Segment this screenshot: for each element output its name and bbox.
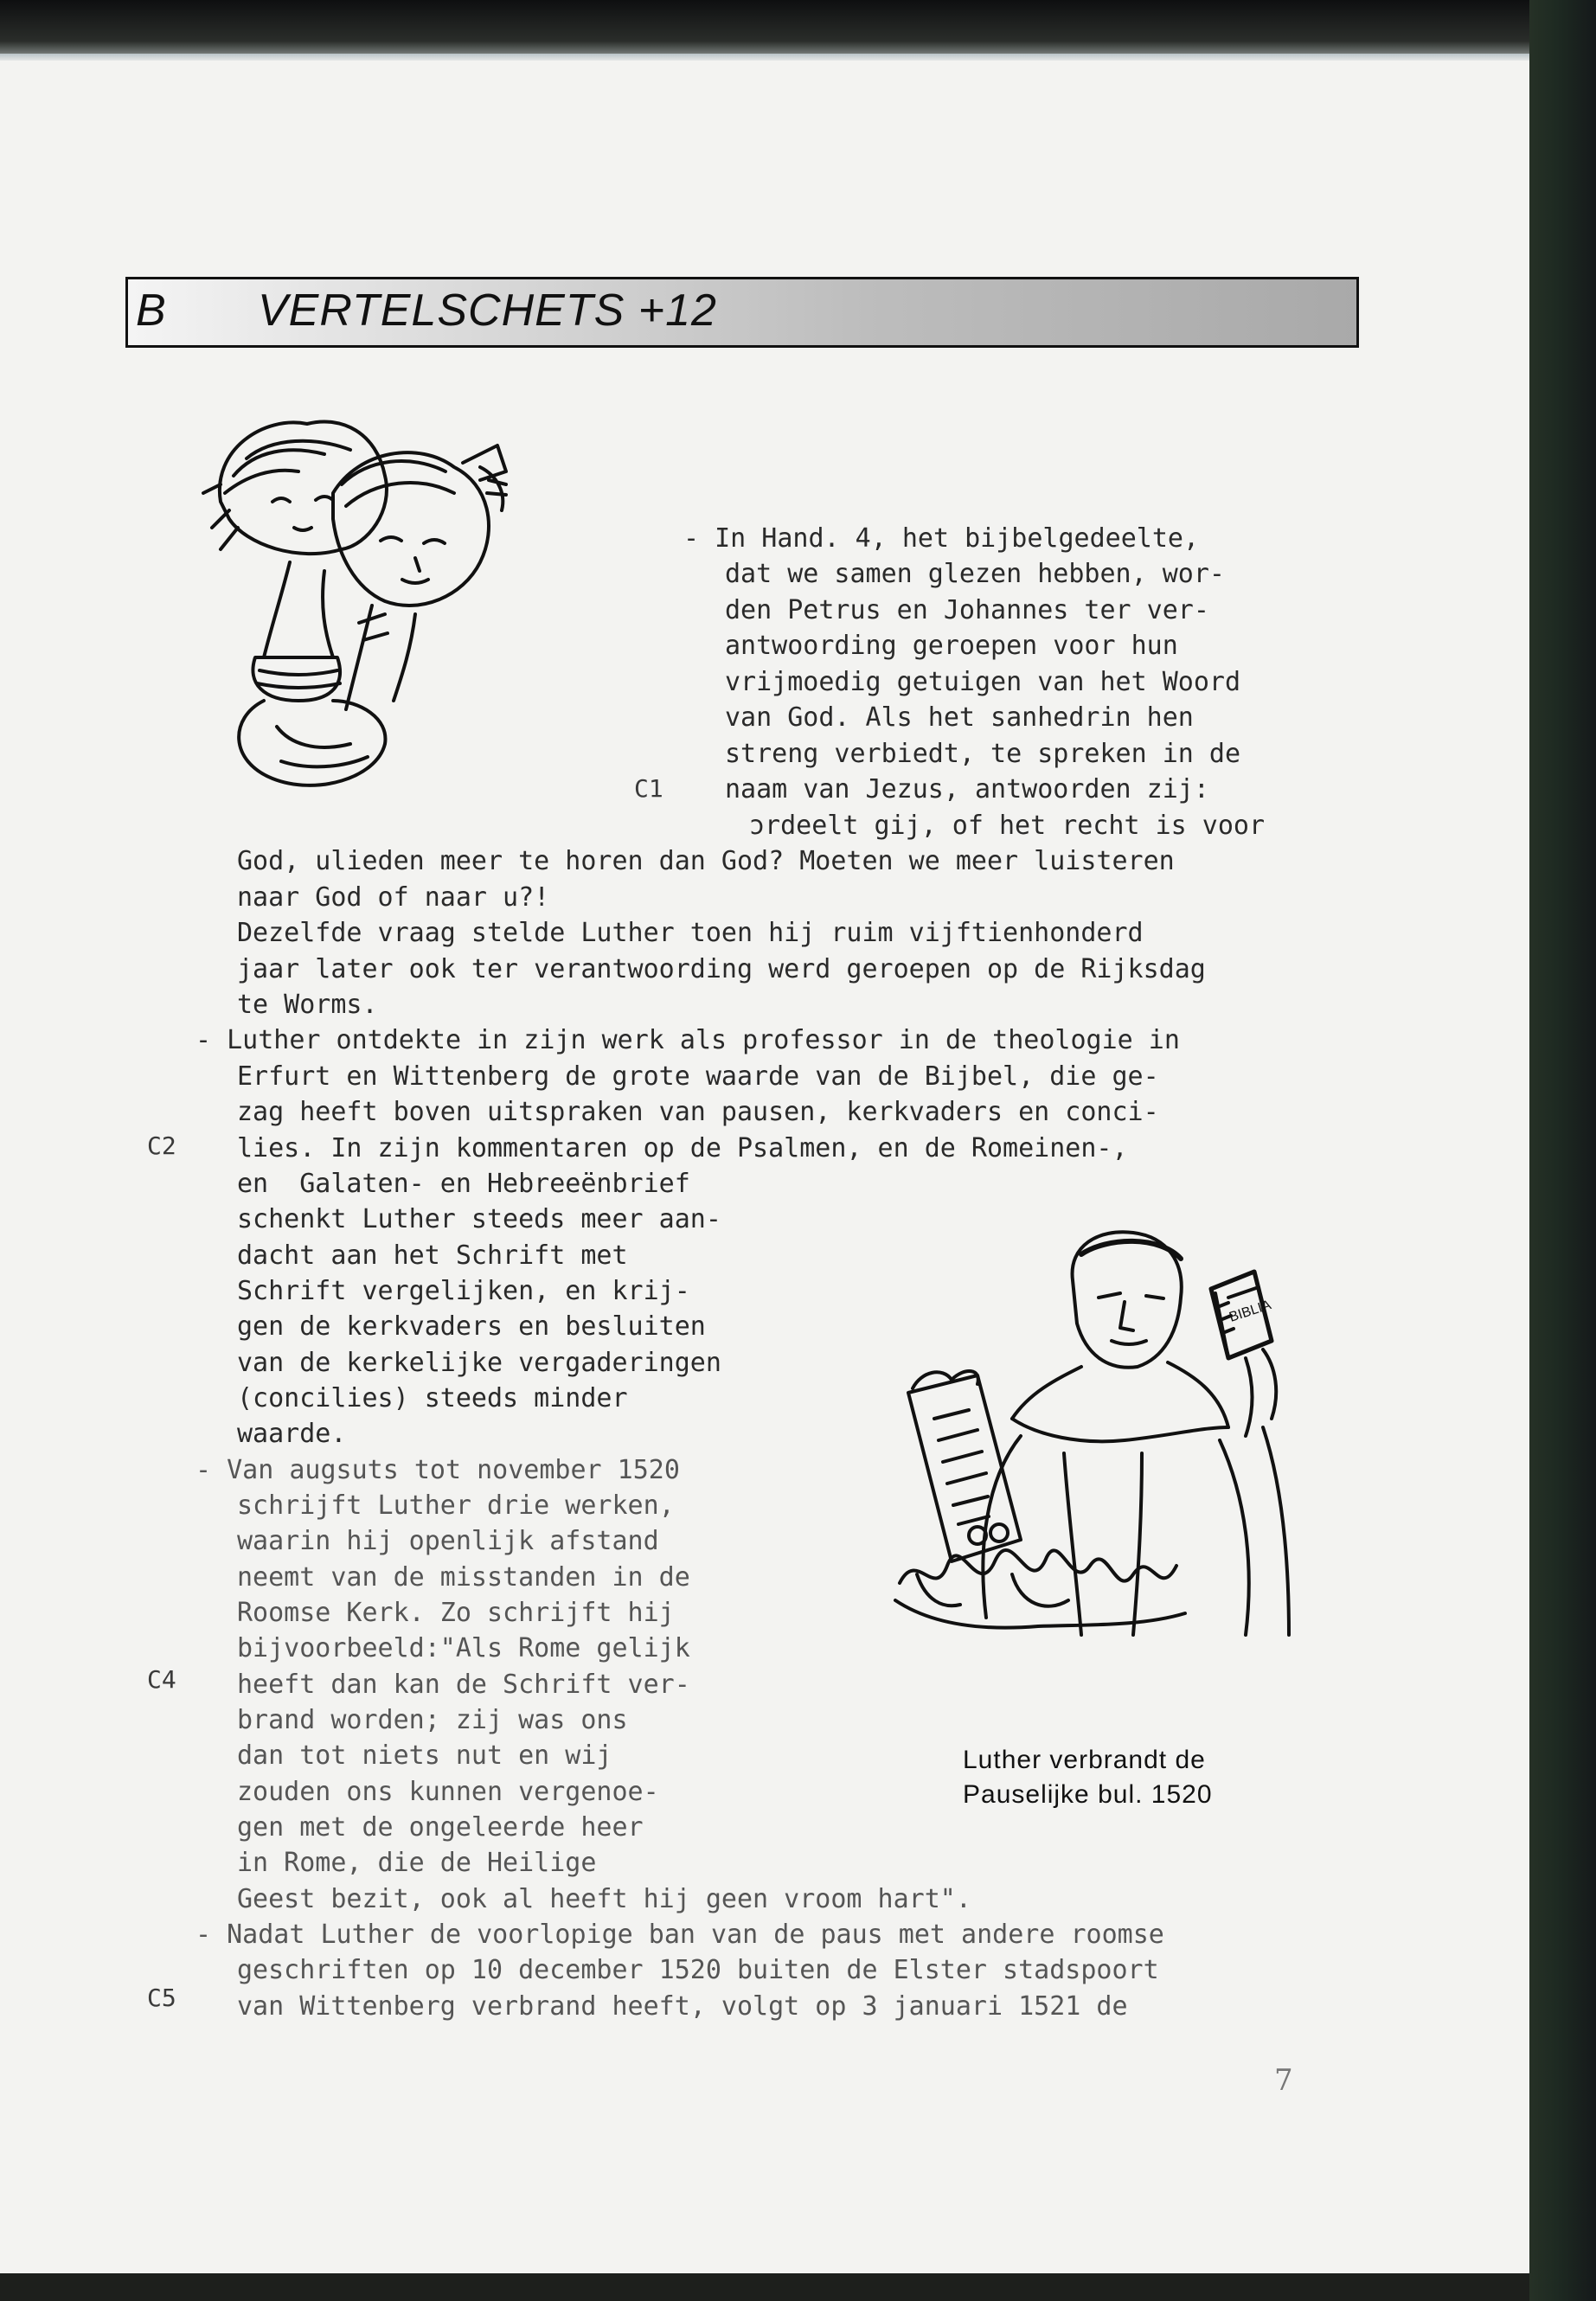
illustration-caption-line2: Pauselijke bul. 1520	[963, 1780, 1213, 1809]
text-line: den Petrus en Johannes ter ver-	[725, 595, 1209, 625]
text-line: van Wittenberg verbrand heeft, volgt op 3 januari 1521 de	[237, 1991, 1128, 2022]
text-line: bijvoorbeeld:"Als Rome gelijk	[237, 1633, 690, 1663]
text-line: zag heeft boven uitspraken van pausen, kerkvaders en conci-	[237, 1097, 1159, 1127]
margin-mark-c2: C2	[147, 1131, 176, 1160]
text-line: ɔrdeelt gij, of het recht is voor	[749, 811, 1266, 841]
illustration-caption-line1: Luther verbrandt de	[963, 1746, 1206, 1774]
children-illustration	[195, 398, 558, 813]
page-top-border	[0, 54, 1529, 61]
margin-mark-c1: C1	[634, 774, 663, 803]
text-line: van God. Als het sanhedrin hen	[725, 702, 1194, 733]
text-line: brand worden; zij was ons	[237, 1705, 628, 1735]
text-line: dan tot niets nut en wij	[237, 1740, 612, 1771]
text-line: jaar later ook ter verantwoording werd geroepen op de Rijksdag	[237, 954, 1206, 984]
text-line: zouden ons kunnen vergenoe-	[237, 1777, 659, 1807]
text-line: geschriften op 10 december 1520 buiten de Elster stadspoort	[237, 1955, 1159, 1985]
text-line: dacht aan het Schrift met	[237, 1240, 628, 1271]
text-line: Geest bezit, ook al heeft hij geen vroom hart".	[237, 1884, 971, 1914]
text-line: Roomse Kerk. Zo schrijft hij	[237, 1598, 675, 1628]
margin-mark-c5: C5	[147, 1984, 176, 2012]
text-line: (concilies) steeds minder	[237, 1383, 628, 1413]
text-line: antwoording geroepen voor hun	[725, 631, 1178, 661]
text-line: - Nadat Luther de voorlopige ban van de paus met andere roomse	[195, 1920, 1164, 1950]
text-line: van de kerkelijke vergaderingen	[237, 1348, 721, 1378]
text-line: Dezelfde vraag stelde Luther toen hij ruim vijftienhonderd	[237, 918, 1144, 948]
text-line: vrijmoedig getuigen van het Woord	[725, 667, 1241, 697]
text-line: schrijft Luther drie werken,	[237, 1490, 675, 1521]
section-letter: B	[136, 285, 166, 336]
text-line: schenkt Luther steeds meer aan-	[237, 1204, 721, 1234]
text-line: gen met de ongeleerde heer	[237, 1812, 644, 1843]
text-line: te Worms.	[237, 990, 378, 1020]
section-title: VERTELSCHETS +12	[258, 285, 717, 336]
text-line: waarin hij openlijk afstand	[237, 1526, 659, 1556]
text-line: gen de kerkvaders en besluiten	[237, 1311, 706, 1342]
text-line: God, ulieden meer te horen dan God? Moeten we meer luisteren	[237, 846, 1175, 876]
luther-illustration	[882, 1220, 1332, 1739]
text-line: streng verbiedt, te spreken in de	[725, 739, 1241, 769]
text-line: waarde.	[237, 1419, 347, 1449]
text-line: - In Hand. 4, het bijbelgedeelte,	[683, 523, 1200, 554]
text-line: Erfurt en Wittenberg de grote waarde van de Bijbel, die ge-	[237, 1061, 1159, 1092]
text-line: en Galaten- en Hebreeënbrief	[237, 1169, 690, 1199]
text-line: - Luther ontdekte in zijn werk als professor in de theologie in	[195, 1025, 1180, 1055]
margin-mark-c4: C4	[147, 1665, 176, 1694]
text-line: lies. In zijn kommentaren op de Psalmen, en de Romeinen-,	[237, 1133, 1128, 1163]
svg-text:BIBLIA: BIBLIA	[1227, 1298, 1273, 1325]
book-cover-edge	[1529, 0, 1596, 2301]
text-line: heeft dan kan de Schrift ver-	[237, 1670, 690, 1700]
text-line: neemt van de misstanden in de	[237, 1562, 690, 1593]
text-line: naam van Jezus, antwoorden zij:	[725, 774, 1209, 804]
page-number: 7	[1274, 2063, 1293, 2098]
text-line: - Van augsuts tot november 1520	[195, 1455, 680, 1485]
book-top-edge	[0, 0, 1596, 59]
text-line: naar God of naar u?!	[237, 882, 550, 913]
text-line: in Rome, die de Heilige	[237, 1848, 597, 1878]
text-line: dat we samen glezen hebben, wor-	[725, 559, 1225, 589]
text-line: Schrift vergelijken, en krij-	[237, 1276, 690, 1306]
